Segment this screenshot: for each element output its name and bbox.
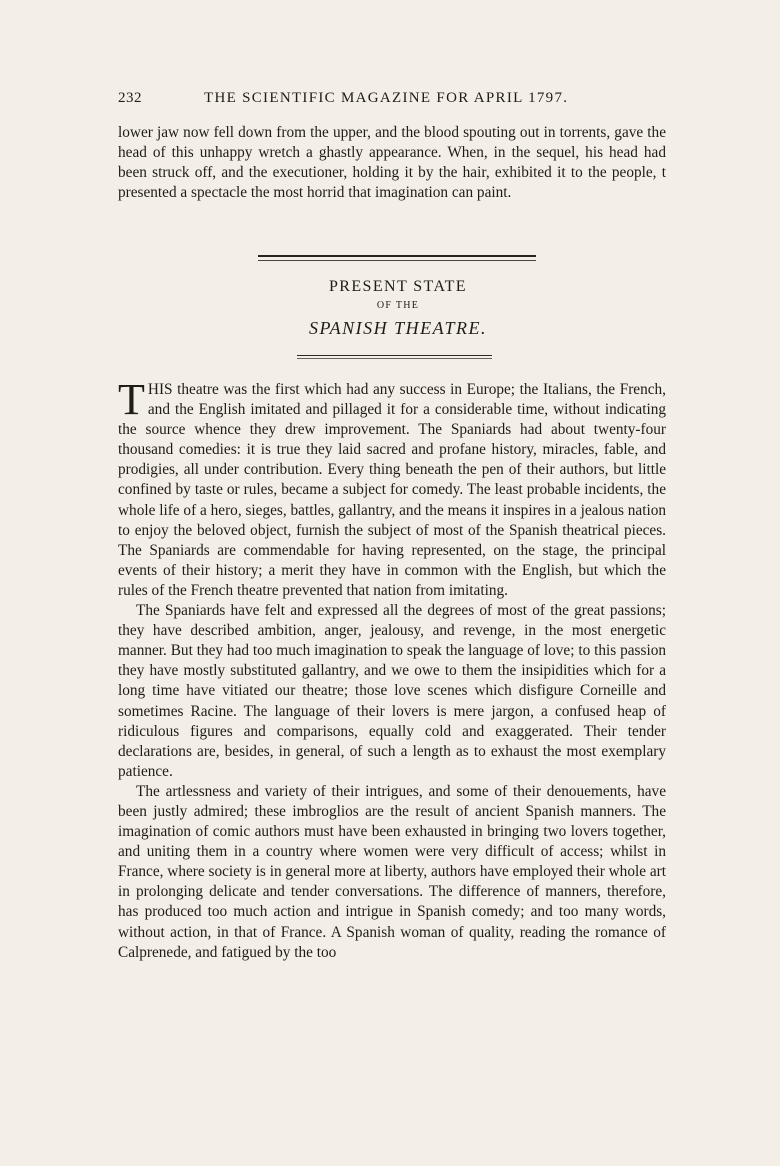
journal-title: THE SCIENTIFIC MAGAZINE FOR APRIL 1797. [204,90,569,106]
article-title-line-2: OF THE [376,300,420,311]
heading-rule [297,355,492,359]
section-divider [258,255,536,261]
article-paragraph-3: The artlessness and variety of their intrigues, and some of their denouements, have been justly admired; these imbroglios are the result of ancient Spanish manners. The imagination of comic authors must have been exhausted in bringing two lovers together, and uniting them in a country where women were very difficult of access; whilst in France, where society is in general more at liberty, authors have employed their whole art in prolonging delicate and tender conversations. The difference of manners, therefore, has produced too much action and intrigue in Spanish comedy; and too many words, without action, in that of France. A Spanish woman of quality, reading the romance of Calprenede, and fatigued by the too [118,782,666,961]
drop-cap: T [118,375,145,424]
article-paragraph-1-text: HIS theatre was the first which had any success in Europe; the Italians, the French, and the English imitated and pillaged it for a considerable time, without indicating the source whence they drew improvement. The Spaniards had about twenty-four thousand comedies: it is true they laid sacred and profane history, miracles, fable, and prodigies, all under contribution. Every thing beneath the pen of their authors, but little confined by taste or rules, became a subject for comedy. The least probable incidents, the whole life of a hero, sieges, battles, gallantry, and the means it inspires in a jealous nation to enjoy the beloved object, furnish the subject of most of the Spanish theatrical pieces. The Spaniards are commendable for having represented, on the stage, the principal events of their history; a merit they have in common with the English, but which the rules of the French theatre prevented that nation from imitating. [118,381,666,599]
page-number: 232 [118,90,142,106]
running-head [118,90,668,114]
opening-text-block [118,123,666,203]
article-paragraph-1 [118,375,666,601]
article-paragraph-2: The Spaniards have felt and expressed all the degrees of most of the great passions; they have described ambition, anger, jealousy, and revenge, in the most energetic manner. But they had too much imagination to speak the language of love; to this passion they have mostly substituted gallantry, and we owe to them the insipidities which for a long time have vitiated our theatre; those love scenes which disfigure Corneille and sometimes Racine. The language of their lovers is mere jargon, a confused heap of ridiculous figures and comparisons, equally cold and exaggerated. Their tender declarations are, besides, in general, of such a length as to exhaust the most exemplary patience. [118,602,666,780]
opening-paragraph: lower jaw now fell down from the upper, and the blood spouting out in torrents, gave the head of this unhappy wretch a ghastly appearance. When, in the sequel, his head had been struck off, and the executioner, holding it by the hair, exhibited it to the people, t presented a spectacle the most horrid that imagination can paint. [118,124,666,202]
article-title-line-1: PRESENT STATE [329,278,467,295]
article-body [118,375,666,963]
article-heading [260,278,536,339]
article-title-line-3: SPANISH THEATRE. [308,318,487,338]
